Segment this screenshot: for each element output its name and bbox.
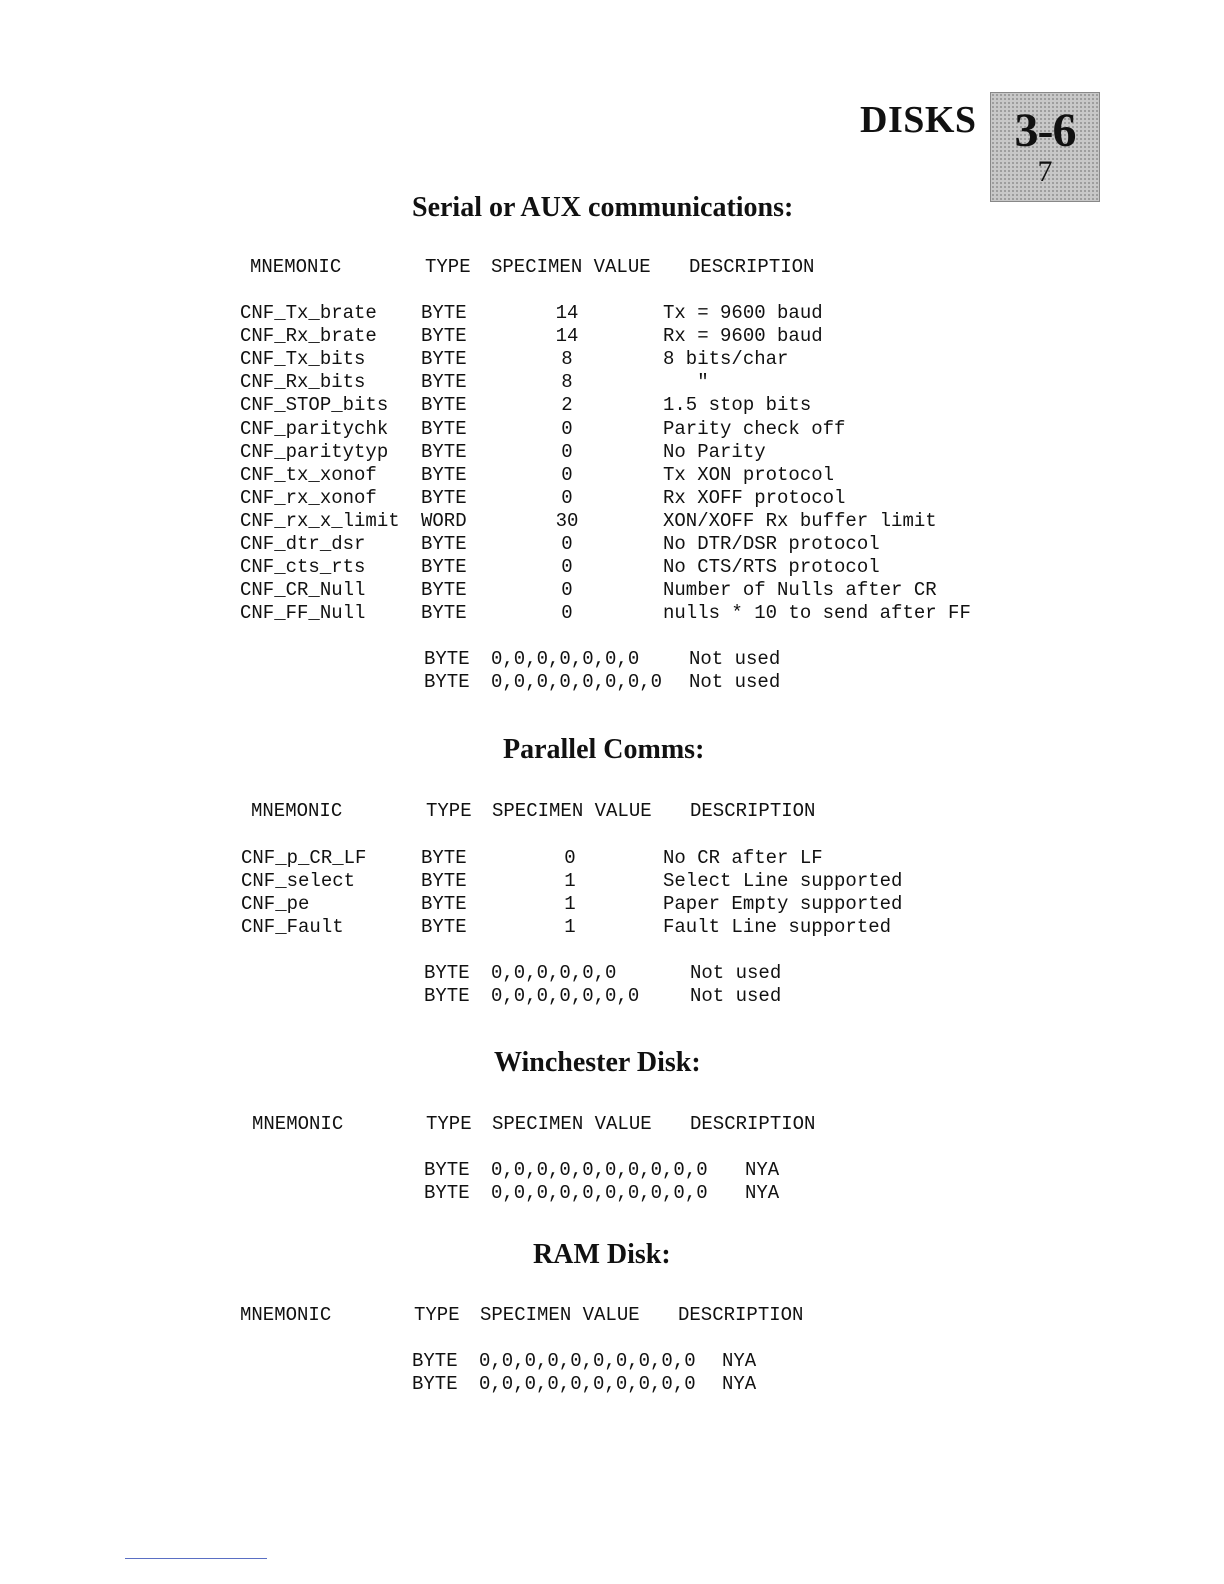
row-description: Select Line supported (663, 870, 903, 892)
row-type: BYTE (424, 1182, 470, 1204)
ram-col-type: TYPE (414, 1304, 460, 1326)
row-type: BYTE (421, 302, 467, 324)
row-value: 0 (561, 533, 573, 555)
row-mnemonic: CNF_dtr_dsr (240, 533, 366, 555)
row-value: 0,0,0,0,0,0,0,0,0,0 (479, 1350, 696, 1372)
row-value: 0 (561, 440, 573, 463)
row-value: 1 (564, 916, 576, 938)
row-value: 0,0,0,0,0,0,0,0,0,0 (479, 1373, 696, 1395)
row-value: 0 (561, 579, 573, 602)
row-value: 0 (561, 602, 573, 625)
row-type: BYTE (421, 893, 467, 915)
row-mnemonic: CNF_Rx_bits (240, 371, 366, 394)
row-value: 30 (555, 509, 579, 532)
row-value: 0,0,0,0,0,0 (491, 962, 617, 984)
serial-col-description: DESCRIPTION (689, 256, 815, 278)
serial-col-mnemonic: MNEMONIC (250, 256, 342, 278)
row-type: BYTE (424, 648, 470, 670)
row-description: nulls * 10 to send after FF (663, 602, 971, 625)
ram-col-description: DESCRIPTION (678, 1304, 804, 1326)
section-tab (990, 92, 1100, 202)
row-type: BYTE (421, 463, 467, 486)
parallel-col-value: SPECIMEN VALUE (492, 800, 652, 822)
row-mnemonic: CNF_Tx_brate (240, 302, 377, 324)
row-type: BYTE (421, 602, 467, 625)
row-description: Not used (689, 648, 781, 670)
row-description: Paper Empty supported (663, 893, 903, 915)
section-tab-number: 3-6 (1014, 104, 1076, 157)
row-description: Number of Nulls after CR (663, 579, 937, 602)
row-value: 0 (561, 463, 573, 486)
row-type: BYTE (424, 1159, 470, 1181)
row-description: Not used (690, 962, 782, 984)
row-value: 0,0,0,0,0,0,0 (491, 985, 640, 1007)
row-mnemonic: CNF_rx_xonof (240, 486, 377, 509)
row-type: BYTE (421, 440, 467, 463)
row-mnemonic: CNF_p_CR_LF (241, 847, 367, 869)
row-value: 0,0,0,0,0,0,0 (491, 648, 640, 670)
row-value: 0 (561, 486, 573, 509)
row-description: NYA (745, 1159, 780, 1181)
row-type: BYTE (421, 371, 467, 394)
row-value: 0 (564, 847, 576, 869)
winchester-col-type: TYPE (426, 1113, 472, 1135)
row-description: Fault Line supported (663, 916, 892, 938)
row-description: No CTS/RTS protocol (663, 556, 880, 579)
row-description: No DTR/DSR protocol (663, 533, 880, 555)
row-value: 0 (561, 417, 573, 440)
row-type: BYTE (421, 417, 467, 440)
row-mnemonic: CNF_CR_Null (240, 579, 366, 602)
row-type: BYTE (421, 533, 467, 555)
row-type: BYTE (421, 870, 467, 892)
row-type: BYTE (421, 486, 467, 509)
chapter-title: DISKS (860, 99, 977, 141)
parallel-col-type: TYPE (426, 800, 472, 822)
row-value: 0,0,0,0,0,0,0,0,0,0 (491, 1159, 708, 1181)
row-type: BYTE (421, 325, 467, 348)
row-value: 0,0,0,0,0,0,0,0,0,0 (491, 1182, 708, 1204)
row-value: 14 (555, 302, 579, 324)
row-mnemonic: CNF_Rx_brate (240, 325, 377, 348)
row-description: Not used (690, 985, 782, 1007)
row-description: Rx = 9600 baud (663, 325, 823, 348)
ram-heading: RAM Disk: (533, 1239, 671, 1270)
footer-rule (125, 1558, 267, 1559)
row-mnemonic: CNF_pe (241, 893, 310, 915)
parallel-heading: Parallel Comms: (503, 734, 705, 765)
row-mnemonic: CNF_select (241, 870, 356, 892)
row-description: No CR after LF (663, 847, 823, 869)
row-description: NYA (722, 1350, 757, 1372)
row-description: No Parity (663, 440, 766, 463)
row-value: 2 (561, 394, 573, 417)
row-mnemonic: CNF_rx_x_limit (240, 509, 400, 532)
serial-col-type: TYPE (425, 256, 471, 278)
section-tab-page: 7 (1037, 155, 1053, 188)
row-type: BYTE (412, 1373, 458, 1395)
row-description: " (663, 371, 709, 394)
row-type: BYTE (421, 579, 467, 602)
row-description: NYA (722, 1373, 757, 1395)
serial-heading: Serial or AUX communications: (412, 192, 794, 223)
row-description: 8 bits/char (663, 348, 789, 371)
row-mnemonic: CNF_cts_rts (240, 556, 366, 579)
row-value: 8 (561, 348, 573, 371)
row-description: Not used (689, 671, 781, 693)
row-mnemonic: CNF_paritytyp (240, 440, 389, 463)
parallel-col-description: DESCRIPTION (690, 800, 816, 822)
row-description: Tx = 9600 baud (663, 302, 823, 324)
ram-col-mnemonic: MNEMONIC (240, 1304, 332, 1326)
row-type: BYTE (424, 962, 470, 984)
row-type: BYTE (421, 847, 467, 869)
row-value: 0 (561, 556, 573, 579)
row-mnemonic: CNF_tx_xonof (240, 463, 377, 486)
row-type: WORD (421, 509, 467, 532)
row-value: 1 (564, 870, 576, 892)
row-description: 1.5 stop bits (663, 394, 812, 417)
row-value: 1 (564, 893, 576, 915)
winchester-col-value: SPECIMEN VALUE (492, 1113, 652, 1135)
row-type: BYTE (421, 916, 467, 938)
row-mnemonic: CNF_Fault (241, 916, 344, 938)
row-mnemonic: CNF_STOP_bits (240, 394, 389, 417)
row-value: 0,0,0,0,0,0,0,0 (491, 671, 663, 693)
serial-col-value: SPECIMEN VALUE (491, 256, 651, 278)
row-type: BYTE (424, 985, 470, 1007)
row-type: BYTE (421, 556, 467, 579)
row-mnemonic: CNF_Tx_bits (240, 348, 366, 371)
row-type: BYTE (424, 671, 470, 693)
winchester-col-mnemonic: MNEMONIC (252, 1113, 344, 1135)
row-description: Tx XON protocol (663, 463, 835, 486)
row-value: 8 (561, 371, 573, 394)
row-value: 14 (555, 325, 579, 348)
row-type: BYTE (412, 1350, 458, 1372)
row-mnemonic: CNF_paritychk (240, 417, 389, 440)
row-description: Parity check off (663, 417, 846, 440)
row-type: BYTE (421, 394, 467, 417)
winchester-col-description: DESCRIPTION (690, 1113, 816, 1135)
row-mnemonic: CNF_FF_Null (240, 602, 366, 625)
row-type: BYTE (421, 348, 467, 371)
row-description: Rx XOFF protocol (663, 486, 846, 509)
ram-col-value: SPECIMEN VALUE (480, 1304, 640, 1326)
row-description: XON/XOFF Rx buffer limit (663, 509, 937, 532)
row-description: NYA (745, 1182, 780, 1204)
parallel-col-mnemonic: MNEMONIC (251, 800, 343, 822)
winchester-heading: Winchester Disk: (494, 1047, 701, 1078)
